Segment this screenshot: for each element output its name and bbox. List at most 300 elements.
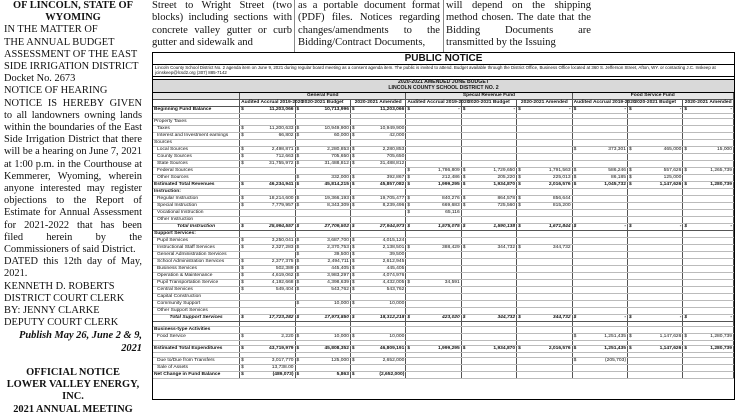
currency-symbol: $ [241, 333, 244, 339]
next-notice-company: LOWER VALLEY ENERGY, INC. [6, 379, 140, 403]
amount-cell [523, 357, 572, 364]
amount-cell: 43,719,979 [246, 345, 295, 352]
row-label: Sources [153, 139, 240, 146]
currency-symbol: $ [351, 371, 355, 377]
amount-cell [578, 258, 627, 265]
currency-symbol: $ [241, 244, 244, 250]
currency-symbol: $ [573, 314, 577, 320]
currency-symbol: $ [296, 132, 300, 138]
amount-cell [689, 118, 734, 125]
currency-symbol: $ [518, 244, 521, 250]
amount-cell [689, 195, 734, 202]
amount-cell [689, 357, 734, 364]
amount-cell [412, 230, 461, 237]
fund-group-general: General Fund [240, 93, 406, 100]
amount-cell [246, 300, 295, 307]
amount-cell: 1,729,650 [467, 167, 516, 174]
currency-symbol: $ [296, 202, 300, 208]
currency-symbol: $ [407, 195, 411, 201]
currency-symbol: $ [462, 167, 466, 173]
amount-cell [301, 293, 350, 300]
amount-cell [523, 209, 572, 216]
table-row [153, 326, 734, 333]
amount-cell: 27,709,502 [301, 223, 350, 230]
amount-cell [523, 118, 572, 125]
amount-cell [412, 265, 461, 272]
amount-cell [634, 326, 683, 333]
amount-cell [412, 237, 461, 244]
amount-cell [634, 371, 683, 378]
amount-cell [634, 364, 683, 371]
column-header: 2020-2021 Budget [461, 99, 516, 106]
amount-cell: 11,203,066 [356, 106, 405, 113]
amount-cell: 10,713,996 [301, 106, 350, 113]
amount-cell: 4,432,005 [356, 279, 405, 286]
amount-cell: 543,762 [301, 286, 350, 293]
left-column [0, 0, 148, 415]
amount-cell [578, 265, 627, 272]
amount-cell [246, 209, 295, 216]
table-row [153, 153, 734, 160]
table-row [153, 357, 734, 364]
row-label: Instruction: [153, 188, 240, 195]
amount-cell [301, 118, 350, 125]
amount-cell: 13,738.00 [246, 364, 295, 371]
amount-cell [246, 118, 295, 125]
amount-cell [356, 188, 405, 195]
amount-cell: 344,732 [467, 244, 516, 251]
amount-cell [689, 174, 734, 181]
table-row [153, 364, 734, 371]
currency-symbol: $ [628, 223, 632, 229]
continued-column-2: Street to Wright Street (two blocks) including sections with concrete valley gutter or curb gutter and sidewalk and [152, 0, 292, 49]
table-row [153, 286, 734, 293]
row-label: Other Support Services [153, 307, 240, 314]
amount-cell: 1,999,295 [412, 181, 461, 188]
amount-cell: (489,073) [246, 371, 295, 378]
currency-symbol: $ [462, 223, 466, 229]
currency-symbol: $ [407, 106, 411, 112]
column-divider [443, 0, 444, 52]
amount-cell [412, 188, 461, 195]
amount-cell [578, 139, 627, 146]
amount-cell: 557,626 [634, 167, 683, 174]
amount-cell [467, 357, 516, 364]
column-header: Audited Accrual 2019-2020 [241, 99, 304, 105]
table-row [153, 118, 734, 125]
currency-symbol: $ [241, 265, 244, 271]
matter-line: IN THE MATTER OF [4, 24, 98, 36]
column-header: Audited Accrual 2019-2020 [407, 99, 470, 105]
currency-symbol: $ [407, 209, 411, 215]
row-label: Vocational Instruction [153, 209, 240, 216]
amount-cell: 19,366,193 [301, 195, 350, 202]
amount-cell: 1,671,844 [523, 223, 572, 230]
currency-symbol: $ [351, 195, 355, 201]
amount-cell [689, 251, 734, 258]
amount-cell [634, 237, 683, 244]
currency-symbol: $ [462, 244, 466, 250]
amount-cell [634, 160, 683, 167]
amount-cell [246, 188, 295, 195]
table-row [153, 125, 734, 132]
currency-symbol: $ [351, 125, 355, 131]
column-header: Audited Accrual 2019-2020 [573, 99, 636, 105]
amount-cell [689, 326, 734, 333]
amount-cell: 31,488,812 [301, 160, 350, 167]
currency-symbol: $ [684, 146, 688, 152]
amount-cell [523, 300, 572, 307]
amount-cell [689, 216, 734, 223]
amount-cell [301, 167, 350, 174]
amount-cell: 10,000 [356, 300, 405, 307]
table-row [153, 272, 734, 279]
currency-symbol: $ [407, 223, 411, 229]
amount-cell: 344,732 [467, 314, 516, 321]
amount-cell: 1,265,739 [689, 167, 734, 174]
amount-cell [634, 307, 683, 314]
amount-cell [356, 216, 405, 223]
amount-cell [578, 195, 627, 202]
currency-symbol: $ [241, 195, 244, 201]
row-label: Property Taxes [153, 118, 240, 125]
amount-cell: 8,239,496 [356, 202, 405, 209]
currency-symbol: $ [518, 181, 521, 187]
amount-cell: 1,791,563 [523, 167, 572, 174]
currency-symbol: $ [628, 174, 632, 180]
amount-cell [412, 307, 461, 314]
currency-symbol: $ [241, 125, 244, 131]
currency-symbol: $ [296, 181, 300, 187]
amount-cell [689, 286, 734, 293]
amount-cell: 2,494,711 [301, 258, 350, 265]
currency-symbol: $ [684, 345, 688, 351]
amount-cell [634, 118, 683, 125]
amount-cell [578, 237, 627, 244]
amount-cell [523, 160, 572, 167]
row-label: Support Services: [153, 230, 240, 237]
amount-cell: - [634, 223, 683, 230]
continued-column-4: will depend on the shipping method chosen. The date that the Bidding Documents are transmitted by the Issuing [446, 0, 591, 49]
currency-symbol: $ [407, 345, 411, 351]
amount-cell [356, 230, 405, 237]
table-row [153, 146, 734, 153]
row-label: Other Instruction [153, 216, 240, 223]
amount-cell: 2,327,283 [246, 244, 295, 251]
amount-cell: 125,000 [634, 174, 683, 181]
amount-cell: 46,809,191 [356, 345, 405, 352]
currency-symbol: $ [407, 181, 411, 187]
currency-symbol: $ [296, 146, 300, 152]
budget-title-line-1: 2020-2021 AMENDED JUNE BUDGET [398, 79, 489, 85]
amount-cell [412, 357, 461, 364]
amount-cell [467, 188, 516, 195]
currency-symbol: $ [296, 251, 300, 257]
amount-cell [301, 326, 350, 333]
row-label: Interest and Investment earnings [153, 132, 240, 139]
amount-cell: 66,802 [246, 132, 295, 139]
currency-symbol: $ [518, 202, 521, 208]
currency-symbol: $ [351, 237, 355, 243]
amount-cell [467, 300, 516, 307]
amount-cell [412, 125, 461, 132]
row-label: Pupil Transportation Service [153, 279, 240, 286]
amount-cell [634, 293, 683, 300]
currency-symbol: $ [241, 132, 244, 138]
currency-symbol: $ [628, 167, 632, 173]
amount-cell [578, 132, 627, 139]
by-line: BY: JENNY CLARKE [4, 305, 100, 317]
amount-cell [523, 258, 572, 265]
column-header: 2020-2021 Budget [295, 99, 350, 106]
amount-cell [356, 167, 405, 174]
row-label: Local Sources [153, 146, 240, 153]
amount-cell [523, 237, 572, 244]
row-label: Beginning Fund Balance [153, 106, 240, 113]
amount-cell [634, 202, 683, 209]
amount-cell: 445,405 [301, 265, 350, 272]
amount-cell [523, 371, 572, 378]
corner-cell [153, 99, 240, 106]
amount-cell [634, 188, 683, 195]
amount-cell [356, 139, 405, 146]
amount-cell: 2,138,501 [356, 244, 405, 251]
amount-cell [412, 286, 461, 293]
amount-cell [689, 209, 734, 216]
amount-cell [523, 265, 572, 272]
table-row [153, 307, 734, 314]
amount-cell: 815,200 [523, 202, 572, 209]
amount-cell [689, 230, 734, 237]
dated-line: DATED this 12th day of May, 2021. [4, 256, 142, 280]
amount-cell [467, 371, 516, 378]
amount-cell: 586,246 [578, 167, 627, 174]
currency-symbol: $ [462, 345, 466, 351]
table-row [153, 167, 734, 174]
amount-cell [467, 132, 516, 139]
amount-cell [578, 230, 627, 237]
currency-symbol: $ [241, 357, 244, 363]
table-row [153, 188, 734, 195]
amount-cell: 3,983,297 [301, 272, 350, 279]
amount-cell [301, 188, 350, 195]
amount-cell [467, 265, 516, 272]
table-row [153, 174, 734, 181]
currency-symbol: $ [351, 279, 355, 285]
amount-cell: 1,575,075 [412, 223, 461, 230]
amount-cell [578, 326, 627, 333]
amount-cell: 31,488,812 [356, 160, 405, 167]
amount-cell: 205,220 [467, 174, 516, 181]
amount-cell: 15,000 [689, 146, 734, 153]
currency-symbol: $ [296, 300, 300, 306]
table-row [153, 195, 734, 202]
amount-cell: 2,220 [246, 333, 295, 340]
amount-cell [412, 326, 461, 333]
currency-symbol: $ [241, 106, 244, 112]
docket-number: Docket No. 2673 [4, 73, 76, 85]
currency-symbol: $ [351, 258, 355, 264]
currency-symbol: $ [296, 345, 300, 351]
currency-symbol: $ [296, 286, 300, 292]
currency-symbol: $ [518, 174, 521, 180]
amount-cell: 25,994,557 [246, 223, 295, 230]
amount-cell: 10,000 [301, 333, 350, 340]
column-header: 2020-2021 Amended [684, 99, 732, 105]
table-row [153, 333, 734, 340]
amount-cell: 4,192,668 [246, 279, 295, 286]
amount-cell [246, 326, 295, 333]
amount-cell [246, 293, 295, 300]
currency-symbol: $ [518, 106, 521, 112]
amount-cell [356, 209, 405, 216]
amount-cell [523, 132, 572, 139]
table-row [153, 202, 734, 209]
table-row [153, 160, 734, 167]
amount-cell: 65,116 [412, 209, 461, 216]
amount-cell: 705,650 [301, 153, 350, 160]
amount-cell: 2,498,871 [246, 146, 295, 153]
amount-cell [578, 216, 627, 223]
amount-cell [634, 125, 683, 132]
currency-symbol: $ [351, 300, 355, 306]
amount-cell: 712,663 [246, 153, 295, 160]
amount-cell [689, 132, 734, 139]
amount-cell [412, 293, 461, 300]
amount-cell [523, 188, 572, 195]
currency-symbol: $ [518, 167, 521, 173]
matter-line: THE ANNUAL BUDGET [4, 36, 115, 48]
amount-cell: 423,020 [412, 314, 461, 321]
row-label: Community Support [153, 300, 240, 307]
amount-cell [689, 139, 734, 146]
row-label: County Sources [153, 153, 240, 160]
amount-cell [634, 209, 683, 216]
table-row [153, 244, 734, 251]
amount-cell [523, 216, 572, 223]
currency-symbol: $ [628, 181, 632, 187]
currency-symbol: $ [351, 314, 355, 320]
amount-cell [578, 293, 627, 300]
amount-cell: 864,578 [467, 195, 516, 202]
amount-cell [578, 272, 627, 279]
amount-cell [578, 188, 627, 195]
fund-group-special-revenue: Special Revenue Fund [406, 93, 572, 100]
amount-cell [523, 307, 572, 314]
amount-cell: 42,000 [356, 132, 405, 139]
amount-cell [356, 326, 405, 333]
fund-group-food-service: Food Service Fund [572, 93, 733, 100]
amount-cell [246, 251, 295, 258]
amount-cell [634, 132, 683, 139]
amount-cell: 5,863 [301, 371, 350, 378]
amount-cell: 7,779,957 [246, 202, 295, 209]
public-notice-intro: Lincoln County School District No. 2 agenda item on June 9, 2021 during regular board meeting as a consent agenda item. The public is invited to attend. Budget available through the District Office, Business Office located at 360 S. Jefferson Street, Afton, WY. or contacting J.C. Inskeep at jcinskeep@lcsd2.org (307) 885-7142 [153, 65, 734, 77]
amount-cell [689, 265, 734, 272]
amount-cell [301, 209, 350, 216]
row-label: Special Instruction [153, 202, 240, 209]
currency-symbol: $ [351, 153, 355, 159]
currency-symbol: $ [351, 132, 355, 138]
amount-cell: 3,687,700 [301, 237, 350, 244]
currency-symbol: $ [407, 167, 411, 173]
matter-line: SIDE IRRIGATION DISTRICT [4, 61, 139, 73]
next-notice-meeting: 2021 ANNUAL MEETING [13, 403, 133, 415]
amount-cell: 3,017,770 [246, 357, 295, 364]
amount-cell: 8,343,309 [301, 202, 350, 209]
public-notice-title: PUBLIC NOTICE [153, 53, 734, 65]
court-header: OF LINCOLN, STATE OF WYOMING [13, 0, 133, 24]
amount-cell [523, 153, 572, 160]
table-row [153, 251, 734, 258]
currency-symbol: $ [351, 333, 355, 339]
amount-cell: 10,949,900 [356, 125, 405, 132]
amount-cell [578, 364, 627, 371]
amount-cell: 2,016,576 [523, 181, 572, 188]
currency-symbol: $ [296, 153, 300, 159]
amount-cell: 212,486 [412, 174, 461, 181]
currency-symbol: $ [296, 258, 300, 264]
row-label: School Administration Services [153, 258, 240, 265]
amount-cell [689, 160, 734, 167]
amount-cell: 1,934,870 [467, 181, 516, 188]
currency-symbol: $ [241, 279, 244, 285]
row-label: Business-type Activities [153, 326, 240, 333]
currency-symbol: $ [573, 167, 577, 173]
amount-cell: 669,683 [412, 202, 461, 209]
amount-cell [467, 125, 516, 132]
amount-cell: - [578, 223, 627, 230]
currency-symbol: $ [351, 160, 355, 166]
amount-cell [523, 230, 572, 237]
amount-cell: 1,590,138 [467, 223, 516, 230]
amount-cell [634, 153, 683, 160]
amount-cell: - [689, 106, 734, 113]
currency-symbol: $ [241, 314, 244, 320]
amount-cell [412, 216, 461, 223]
currency-symbol: $ [407, 314, 411, 320]
continued-column-3: as a portable document format (PDF) files. Notices regarding changes/amendments to the Bidding/Contract Documents, [298, 0, 440, 49]
amount-cell [412, 160, 461, 167]
currency-symbol: $ [351, 202, 355, 208]
currency-symbol: $ [573, 106, 577, 112]
table-row [153, 216, 734, 223]
currency-symbol: $ [462, 314, 466, 320]
amount-cell: 840,276 [412, 195, 461, 202]
currency-symbol: $ [296, 223, 300, 229]
amount-cell [634, 286, 683, 293]
amount-cell [523, 333, 572, 340]
amount-cell: - [634, 106, 683, 113]
currency-symbol: $ [351, 244, 355, 250]
currency-symbol: $ [462, 181, 466, 187]
currency-symbol: $ [241, 160, 244, 166]
amount-cell: 11,203,066 [246, 106, 295, 113]
currency-symbol: $ [407, 174, 411, 180]
currency-symbol: $ [296, 279, 300, 285]
amount-cell: 11,200,633 [246, 125, 295, 132]
amount-cell: 2,280,853 [356, 146, 405, 153]
amount-cell: 1,045,732 [578, 181, 627, 188]
amount-cell: 1,251,435 [578, 345, 627, 352]
currency-symbol: $ [351, 181, 355, 187]
amount-cell [689, 202, 734, 209]
currency-symbol: $ [296, 160, 300, 166]
currency-symbol: $ [241, 146, 244, 152]
currency-symbol: $ [351, 251, 355, 257]
amount-cell: 10,949,900 [301, 125, 350, 132]
column-header: 2020-2021 Amended [517, 99, 572, 106]
